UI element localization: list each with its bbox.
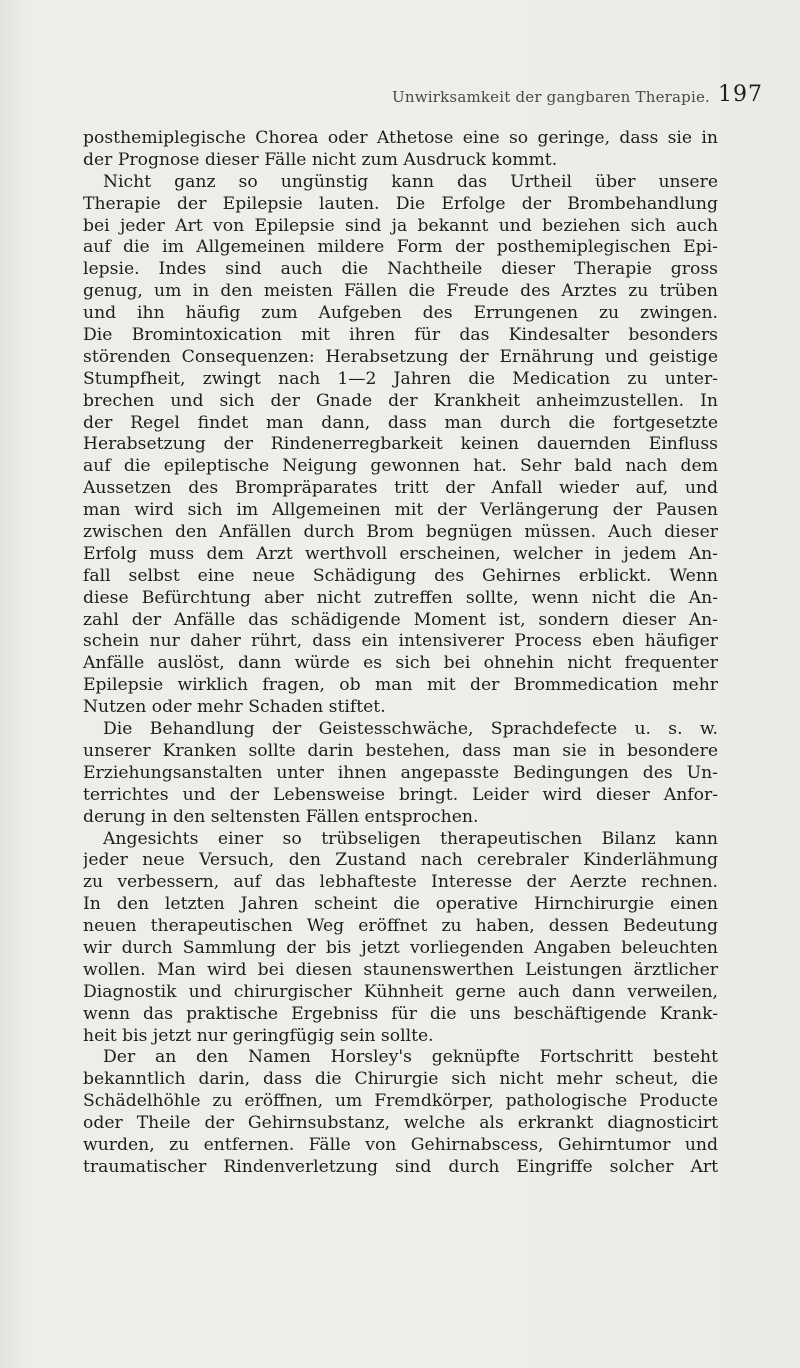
text-line: terrichtes und der Lebensweise bringt. Leider wird dieser Anfor- — [83, 784, 718, 805]
text-line: zahl der Anfälle das schädigende Moment ist, sondern dieser An- — [83, 609, 718, 630]
text-line: In den letzten Jahren scheint die operative Hirnchirurgie einen — [83, 894, 718, 915]
text-line: auf die im Allgemeinen mildere Form der posthemiplegischen Epi- — [83, 237, 718, 258]
text-line: brechen und sich der Gnade der Krankheit anheimzustellen. In — [83, 390, 718, 411]
text-line: Angesichts einer so trübseligen therapeutischen Bilanz kann — [103, 828, 718, 849]
text-line: wollen. Man wird bei diesen staunenswerthen Leistungen ärztlicher — [83, 959, 718, 980]
text-line: zu verbessern, auf das lebhafteste Interesse der Aerzte rechnen. — [83, 872, 718, 893]
text-line: traumatischer Rindenverletzung sind durch Eingriffe solcher Art — [83, 1156, 718, 1177]
text-line: jeder neue Versuch, den Zustand nach cerebraler Kinderlähmung — [83, 850, 718, 871]
text-line: Aussetzen des Brompräparates tritt der Anfall wieder auf, und — [83, 478, 718, 499]
text-line: Die Behandlung der Geistesschwäche, Sprachdefecte u. s. w. — [103, 719, 718, 740]
text-line: derung in den seltensten Fällen entsprochen. — [83, 806, 479, 827]
text-line: heit bis jetzt nur geringfügig sein sollte. — [83, 1025, 434, 1046]
text-line: fall selbst eine neue Schädigung des Gehirnes erblickt. Wenn — [83, 565, 718, 586]
text-line: wir durch Sammlung der bis jetzt vorliegenden Angaben beleuchten — [83, 937, 718, 958]
text-line: Der an den Namen Horsley's geknüpfte Fortschritt besteht — [103, 1047, 718, 1068]
text-line: lepsie. Indes sind auch die Nachtheile dieser Therapie gross — [83, 259, 718, 280]
text-line: oder Theile der Gehirnsubstanz, welche als erkrankt diagnosticirt — [83, 1113, 718, 1134]
text-line: bekanntlich darin, dass die Chirurgie sich nicht mehr scheut, die — [83, 1069, 718, 1090]
text-line: Die Bromintoxication mit ihren für das Kindesalter besonders — [83, 325, 718, 346]
text-line: Nutzen oder mehr Schaden stiftet. — [83, 697, 386, 718]
text-line: Anfälle auslöst, dann würde es sich bei ohnehin nicht frequenter — [83, 653, 718, 674]
text-line: posthemiplegische Chorea oder Athetose eine so geringe, dass sie in — [83, 128, 718, 148]
text-line: schein nur daher rührt, dass ein intensiverer Process eben häufiger — [83, 631, 718, 652]
text-line: der Regel findet man dann, dass man durch die fortgesetzte — [83, 412, 718, 433]
text-line: wurden, zu entfernen. Fälle von Gehirnabscess, Gehirntumor und — [83, 1134, 718, 1155]
page-number: 197 — [718, 82, 763, 107]
body-text — [83, 128, 718, 1179]
text-line: Stumpfheit, zwingt nach 1—2 Jahren die Medication zu unter- — [83, 368, 718, 389]
text-line: störenden Consequenzen: Herabsetzung der Ernährung und geistige — [83, 346, 718, 367]
text-line: der Prognose dieser Fälle nicht zum Ausdruck kommt. — [83, 149, 558, 170]
text-line: genug, um in den meisten Fällen die Freude des Arztes zu trüben — [83, 281, 718, 302]
text-line: diese Befürchtung aber nicht zutreffen sollte, wenn nicht die An- — [83, 587, 718, 608]
text-line: Diagnostik und chirurgischer Kühnheit gerne auch dann verweilen, — [83, 981, 718, 1002]
text-line: Nicht ganz so ungünstig kann das Urtheil über unsere — [103, 171, 718, 192]
text-line: Epilepsie wirklich fragen, ob man mit der Brommedication mehr — [83, 675, 718, 696]
text-line: zwischen den Anfällen durch Brom begnügen müssen. Auch dieser — [83, 522, 718, 543]
text-line: Schädelhöhle zu eröffnen, um Fremdkörper, pathologische Producte — [83, 1091, 718, 1112]
text-line: und ihn häufig zum Aufgeben des Errungenen zu zwingen. — [83, 303, 718, 324]
text-line: unserer Kranken sollte darin bestehen, dass man sie in besondere — [83, 740, 718, 761]
text-line: Therapie der Epilepsie lauten. Die Erfolge der Brombehandlung — [83, 193, 718, 214]
text-line: neuen therapeutischen Weg eröffnet zu haben, dessen Bedeutung — [83, 916, 718, 937]
text-line: wenn das praktische Ergebniss für die uns beschäftigende Krank- — [83, 1003, 718, 1024]
running-head — [0, 82, 800, 110]
text-line: Herabsetzung der Rindenerregbarkeit keinen dauernden Einfluss — [83, 434, 718, 455]
text-line: bei jeder Art von Epilepsie sind ja bekannt und beziehen sich auch — [83, 215, 718, 236]
running-title: Unwirksamkeit der gangbaren Therapie. — [392, 88, 710, 106]
text-line: Erziehungsanstalten unter ihnen angepasste Bedingungen des Un- — [83, 762, 718, 783]
text-line: man wird sich im Allgemeinen mit der Verlängerung der Pausen — [83, 500, 718, 521]
text-line: Erfolg muss dem Arzt werthvoll erscheinen, welcher in jedem An- — [83, 543, 718, 564]
text-line: auf die epileptische Neigung gewonnen hat. Sehr bald nach dem — [83, 456, 718, 477]
